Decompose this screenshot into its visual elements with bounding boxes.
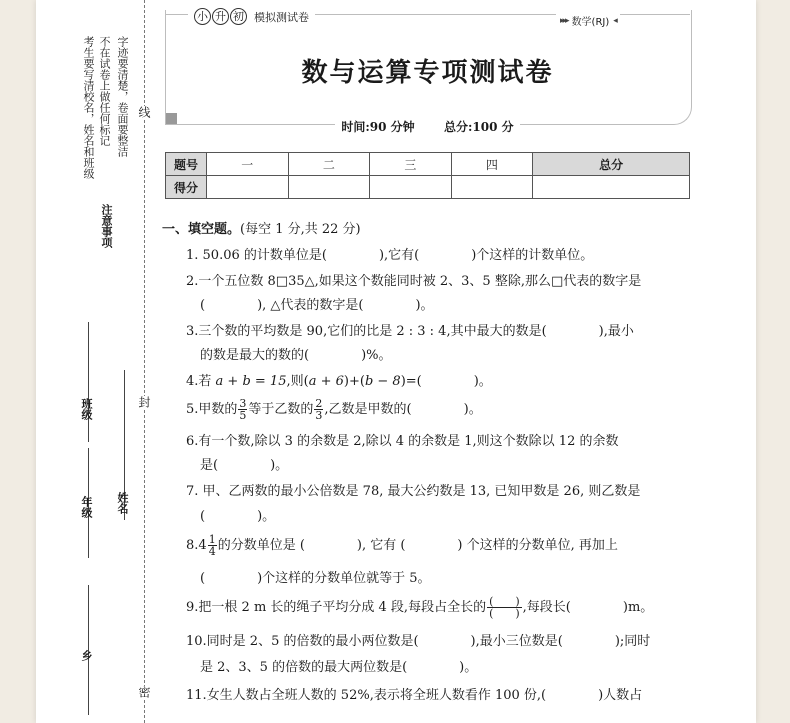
q5-text: 等于乙数的 <box>248 402 314 417</box>
fraction-numerator: 1 <box>208 533 216 546</box>
question-4 <box>186 370 696 394</box>
question-10-line-2: 是 2、3、5 的倍数的最大两位数是( )。 <box>200 660 478 675</box>
mi-label: 密 <box>137 686 151 698</box>
question-3-line-1: 3.三个数的平均数是 90,它们的比是 2 : 3 : 4,其中最大的数是( ),最小 <box>186 324 634 339</box>
exam-total-score: 总分:100 分 <box>443 120 514 134</box>
score-cell[interactable] <box>451 176 533 199</box>
score-cell[interactable] <box>288 176 370 199</box>
question-6-line-2: 是( )。 <box>200 458 289 473</box>
exam-info <box>165 118 690 135</box>
row-label-number: 题号 <box>166 153 207 176</box>
section-title: 一、填空题。 <box>162 222 241 237</box>
xian-label: 线 <box>137 106 151 118</box>
table-row <box>166 176 690 199</box>
q4-expression: a + 6 <box>308 374 344 389</box>
q5-text: ,乙数是甲数的( )。 <box>324 402 482 417</box>
q9-text: 9.把一根 2 m 长的绳子平均分成 4 段,每段占全长的 <box>186 600 487 615</box>
arrows-icon: ▸▸▸ <box>560 15 568 26</box>
question-9 <box>186 596 696 620</box>
series-label: 模拟测试卷 <box>254 10 309 24</box>
notice-title: 注意事项 <box>100 204 113 248</box>
question-3-line-2: 的数是最大的数的( )%。 <box>200 348 392 363</box>
q4-expression: a + b = 15 <box>215 374 287 389</box>
q4-text: 4.若 <box>186 374 216 389</box>
column-header: 三 <box>370 153 452 176</box>
fraction-denominator: 5 <box>239 409 247 422</box>
series-char: 初 <box>230 8 247 25</box>
fraction <box>208 534 217 557</box>
class-field-label: 班级 <box>80 398 93 420</box>
fraction-numerator: 3 <box>239 397 247 410</box>
arrow-left-icon: ◂ <box>613 15 616 26</box>
question-8-line-1 <box>186 534 696 558</box>
q4-expression: b − 8 <box>364 374 401 389</box>
q5-text: 5.甲数的 <box>186 402 238 417</box>
question-7-line-1: 7. 甲、乙两数的最小公倍数是 78, 最大公约数是 13, 已知甲数是 26, 则乙数是 <box>186 484 641 499</box>
question-7-line-2: ( )。 <box>200 509 276 524</box>
question-5 <box>186 398 696 422</box>
question-11: 11.女生人数占全班人数的 52%,表示将全班人数看作 100 份,( )人数占 <box>186 688 643 703</box>
column-header: 一 <box>207 153 289 176</box>
mixed-number-whole: 4 <box>198 538 207 553</box>
subject-tag <box>556 13 620 28</box>
fraction <box>314 398 323 421</box>
column-header: 四 <box>451 153 533 176</box>
series-badge <box>188 8 315 25</box>
q8-text: 8. <box>186 538 199 553</box>
exam-sheet <box>36 0 756 723</box>
name-field-label: 姓名 <box>116 492 129 514</box>
q4-text: ,则( <box>286 374 309 389</box>
question-2-line-1: 2.一个五位数 8□35△,如果这个数能同时被 2、3、5 整除,那么□代表的数字是 <box>186 274 642 289</box>
q9-text: ,每段长( )m。 <box>522 600 654 615</box>
blank-fraction[interactable] <box>487 596 522 619</box>
fraction-denominator-blank: ( ) <box>489 607 520 620</box>
column-header-total: 总分 <box>533 153 690 176</box>
question-8-line-2: ( )个这样的分数单位就等于 5。 <box>200 571 431 586</box>
grade-field-label: 年级 <box>80 496 93 518</box>
subject-label: 数学(RJ) <box>571 17 610 28</box>
notice-line-3: 字迹要清楚，卷面要整洁 <box>116 36 129 157</box>
series-char: 小 <box>194 8 211 25</box>
section-note: (每空 1 分,共 22 分) <box>240 222 361 237</box>
question-6-line-1: 6.有一个数,除以 3 的余数是 2,除以 4 的余数是 1,则这个数除以 12 的余数 <box>186 434 619 449</box>
feng-label: 封 <box>137 396 151 408</box>
score-cell[interactable] <box>370 176 452 199</box>
row-label-score: 得分 <box>166 176 207 199</box>
question-10-line-1: 10.同时是 2、5 的倍数的最小两位数是( ),最小三位数是( );同时 <box>186 634 651 649</box>
exam-time: 时间:90 分钟 <box>341 120 415 134</box>
series-char: 升 <box>212 8 229 25</box>
class-field-line <box>88 322 89 442</box>
question-1: 1. 50.06 的计数单位是( ),它有( )个这样的计数单位。 <box>186 248 594 263</box>
fraction-denominator: 4 <box>208 545 216 558</box>
fraction <box>238 398 247 421</box>
notice-line-2: 不在试卷上做任何标记 <box>98 36 111 146</box>
question-2-line-2: ( ), △代表的数字是( )。 <box>200 298 434 313</box>
score-cell[interactable] <box>207 176 289 199</box>
q8-text: 的分数单位是 ( ), 它有 ( ) 个这样的分数单位, 再加上 <box>217 538 618 553</box>
township-field-label: 乡 <box>80 650 93 661</box>
score-cell-total[interactable] <box>533 176 690 199</box>
column-header: 二 <box>288 153 370 176</box>
fraction-numerator-blank: ( ) <box>489 595 520 608</box>
notice-line-1: 考生要写清校名，姓名和班级 <box>82 36 95 179</box>
fraction-denominator: 3 <box>315 409 323 422</box>
page-title: 数与运算专项测试卷 <box>301 58 554 88</box>
score-table <box>165 152 690 199</box>
section-heading <box>162 218 361 237</box>
q4-text: )+( <box>343 374 365 389</box>
table-row <box>166 153 690 176</box>
fraction-numerator: 2 <box>315 397 323 410</box>
q4-text: )=( )。 <box>400 374 492 389</box>
